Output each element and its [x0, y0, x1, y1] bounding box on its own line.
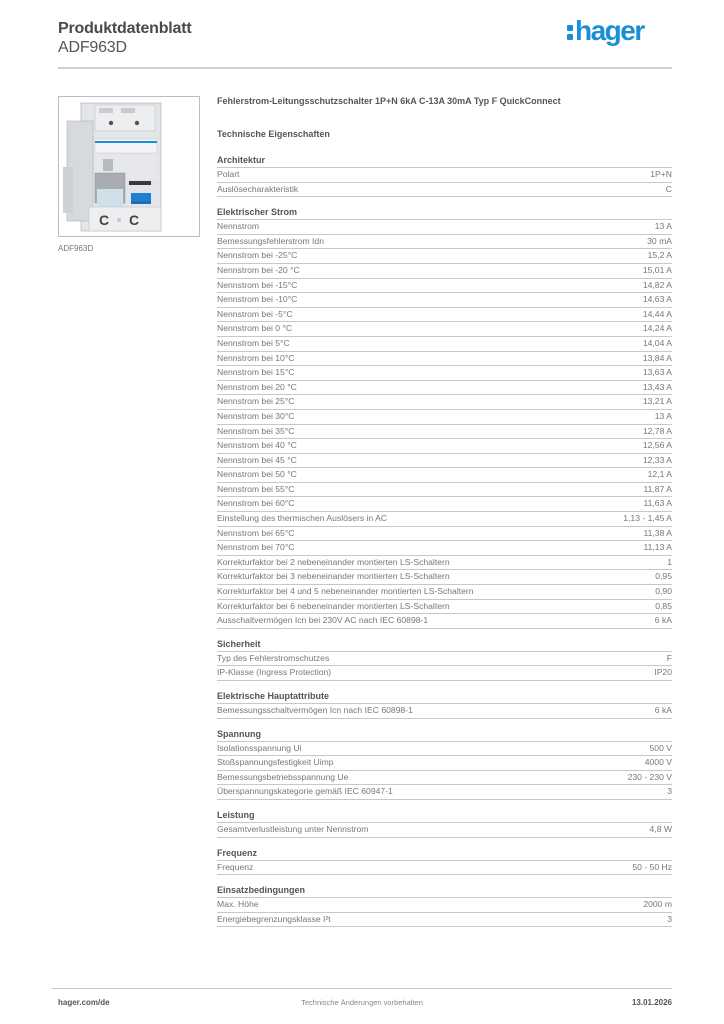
section-title: Elektrische Hauptattribute [217, 690, 672, 704]
spec-value: 13 A [654, 221, 672, 232]
document-title: Produktdatenblatt [58, 20, 192, 37]
spec-row [217, 570, 672, 585]
section-title: Einsatzbedingungen [217, 884, 672, 898]
spec-label: Nennstrom bei -10°C [217, 294, 298, 305]
spec-value: 14,24 A [642, 323, 672, 334]
spec-row [217, 337, 672, 352]
spec-label: Auslösecharakteristik [217, 183, 299, 194]
spec-row [217, 425, 672, 440]
spec-section [217, 206, 672, 629]
spec-row [217, 468, 672, 483]
spec-row [217, 541, 672, 556]
spec-label: Gesamtverlustleistung unter Nennstrom [217, 823, 369, 834]
spec-label: Bemessungsfehlerstrom Idn [217, 235, 324, 246]
spec-value: 15,2 A [647, 250, 672, 261]
spec-row [217, 279, 672, 294]
spec-value: 13,21 A [642, 396, 672, 407]
spec-row [217, 293, 672, 308]
spec-row [217, 704, 672, 719]
section-title: Leistung [217, 809, 672, 823]
spec-label: IP-Klasse (Ingress Protection) [217, 667, 332, 678]
spec-label: Überspannungskategorie gemäß IEC 60947-1 [217, 786, 393, 797]
spec-row [217, 666, 672, 681]
spec-label: Korrekturfaktor bei 3 nebeneinander montierten LS-Schaltern [217, 571, 450, 582]
spec-value: 6 kA [654, 615, 672, 626]
spec-row [217, 771, 672, 786]
spec-row [217, 742, 672, 757]
spec-label: Nennstrom bei 40 °C [217, 440, 297, 451]
svg-text:C: C [99, 212, 110, 228]
spec-label: Korrekturfaktor bei 6 nebeneinander montierten LS-Schaltern [217, 600, 450, 611]
spec-row [217, 497, 672, 512]
spec-label: Korrekturfaktor bei 4 und 5 nebeneinander montierten LS-Schaltern [217, 586, 474, 597]
spec-row [217, 527, 672, 542]
spec-value: 50 - 50 Hz [632, 861, 672, 872]
spec-row [217, 652, 672, 667]
spec-label: Typ des Fehlerstromschutzes [217, 652, 330, 663]
spec-label: Nennstrom bei 15°C [217, 367, 295, 378]
section-title: Frequenz [217, 847, 672, 861]
spec-value: 6 kA [654, 705, 672, 715]
hager-logo [567, 14, 644, 48]
spec-value: 14,82 A [642, 279, 672, 290]
spec-value: 14,44 A [642, 308, 672, 319]
spec-value: 230 - 230 V [627, 771, 672, 782]
product-description: Fehlerstrom-Leitungsschutzschalter 1P+N 6kA C-13A 30mA Typ F QuickConnect [217, 96, 561, 106]
spec-value: 0,90 [655, 586, 672, 597]
technical-properties-heading: Technische Eigenschaften [217, 129, 330, 139]
spec-label: Nennstrom bei 70°C [217, 542, 295, 553]
spec-label: Nennstrom bei 60°C [217, 498, 295, 509]
spec-section [217, 884, 672, 927]
product-image [58, 96, 200, 237]
spec-value: 12,56 A [642, 440, 672, 451]
spec-row [217, 756, 672, 771]
spec-label: Stoßspannungsfestigkeit Uimp [217, 757, 334, 768]
spec-label: Nennstrom bei 30°C [217, 410, 295, 421]
spec-row [217, 585, 672, 600]
spec-label: Korrekturfaktor bei 2 nebeneinander montierten LS-Schaltern [217, 556, 450, 567]
spec-label: Nennstrom bei 45 °C [217, 454, 297, 465]
spec-sections [217, 154, 672, 927]
spec-label: Nennstrom bei 25°C [217, 396, 295, 407]
spec-row [217, 785, 672, 800]
spec-label: Nennstrom bei 0 °C [217, 323, 293, 334]
spec-label: Max. Höhe [217, 899, 259, 910]
spec-value: 12,1 A [647, 469, 672, 480]
spec-value: 1,13 - 1,45 A [623, 513, 672, 524]
spec-section [217, 809, 672, 838]
spec-row [217, 614, 672, 629]
spec-value: 13,84 A [642, 352, 672, 363]
spec-section [217, 728, 672, 800]
spec-value: 15,01 A [642, 264, 672, 275]
spec-label: Frequenz [217, 861, 254, 872]
spec-row [217, 235, 672, 250]
spec-label: Isolationsspannung Ui [217, 742, 302, 753]
spec-label: Nennstrom bei 35°C [217, 425, 295, 436]
spec-value: F [666, 652, 672, 663]
spec-section [217, 638, 672, 681]
spec-row [217, 439, 672, 454]
spec-row [217, 308, 672, 323]
spec-content [217, 95, 672, 936]
spec-row [217, 483, 672, 498]
spec-value: 11,87 A [643, 483, 672, 494]
spec-row [217, 366, 672, 381]
spec-row [217, 264, 672, 279]
header-divider [58, 67, 672, 69]
spec-label: Nennstrom bei -25°C [217, 250, 298, 261]
spec-value: 12,78 A [642, 425, 672, 436]
section-title: Spannung [217, 728, 672, 742]
spec-row [217, 410, 672, 425]
circuit-breaker-icon [59, 97, 199, 236]
spec-row [217, 913, 672, 928]
spec-value: 3 [667, 913, 672, 924]
spec-label: Nennstrom bei 50 °C [217, 469, 297, 480]
spec-label: Nennstrom bei -20 °C [217, 264, 300, 275]
spec-label: Nennstrom bei -15°C [217, 279, 298, 290]
spec-row [217, 454, 672, 469]
spec-value: 14,04 A [642, 337, 672, 348]
spec-value: 1 [667, 556, 672, 567]
spec-label: Nennstrom bei 10°C [217, 352, 295, 363]
spec-label: Energiebegrenzungsklasse I²t [217, 913, 331, 924]
spec-row [217, 861, 672, 876]
spec-label: Nennstrom bei 20 °C [217, 381, 297, 392]
spec-value: 4,8 W [649, 823, 672, 834]
spec-row [217, 600, 672, 615]
logo-text: hager [575, 15, 644, 46]
svg-text:C: C [129, 212, 140, 228]
spec-row [217, 183, 672, 198]
spec-row [217, 220, 672, 235]
spec-value: 4000 V [644, 757, 672, 768]
spec-row [217, 512, 672, 527]
spec-label: Bemessungsschaltvermögen Icn nach IEC 60898-1 [217, 705, 413, 715]
footer-date: 13.01.2026 [631, 998, 672, 1007]
section-title: Sicherheit [217, 638, 672, 652]
spec-value: 2000 m [643, 899, 672, 910]
spec-value: C [665, 183, 672, 194]
spec-value: 13 A [654, 410, 672, 421]
spec-row [217, 898, 672, 913]
spec-label: Ausschaltvermögen Icn bei 230V AC nach IEC 60898-1 [217, 615, 429, 626]
spec-value: 11,13 A [643, 542, 672, 553]
spec-row [217, 322, 672, 337]
spec-row [217, 381, 672, 396]
spec-value: 13,63 A [642, 367, 672, 378]
spec-value: 0,95 [655, 571, 672, 582]
spec-value: 12,33 A [642, 454, 672, 465]
spec-row [217, 168, 672, 183]
spec-value: 500 V [649, 742, 672, 753]
spec-value: 11,63 A [643, 498, 672, 509]
spec-label: Nennstrom bei 65°C [217, 527, 295, 538]
spec-section [217, 847, 672, 876]
spec-value: 0,85 [655, 600, 672, 611]
product-code: ADF963D [58, 39, 127, 56]
logo-colon-icon [567, 23, 573, 41]
spec-value: IP20 [654, 667, 672, 678]
footer-divider [52, 988, 672, 989]
spec-label: Nennstrom bei -5°C [217, 308, 293, 319]
image-caption: ADF963D [58, 244, 94, 253]
spec-label: Bemessungsbetriebsspannung Ue [217, 771, 349, 782]
footer-website-link[interactable]: hager.com/de [58, 998, 110, 1007]
spec-label: Nennstrom bei 55°C [217, 483, 295, 494]
footer-disclaimer: Technische Änderungen vorbehalten [301, 998, 423, 1007]
spec-row [217, 249, 672, 264]
spec-label: Einstellung des thermischen Auslösers in AC [217, 513, 388, 524]
spec-label: Polart [217, 169, 240, 179]
spec-row [217, 556, 672, 571]
spec-row [217, 395, 672, 410]
spec-section [217, 154, 672, 197]
section-title: Elektrischer Strom [217, 206, 672, 220]
spec-label: Nennstrom [217, 221, 260, 232]
spec-value: 1P+N [650, 169, 672, 179]
spec-row [217, 823, 672, 838]
spec-value: 11,38 A [643, 527, 672, 538]
spec-value: 3 [667, 786, 672, 797]
spec-value: 14,63 A [642, 294, 672, 305]
spec-value: 13,43 A [642, 381, 672, 392]
section-title: Architektur [217, 154, 672, 168]
spec-section [217, 690, 672, 719]
spec-value: 30 mA [647, 235, 672, 246]
spec-label: Nennstrom bei 5°C [217, 337, 290, 348]
spec-row [217, 352, 672, 367]
